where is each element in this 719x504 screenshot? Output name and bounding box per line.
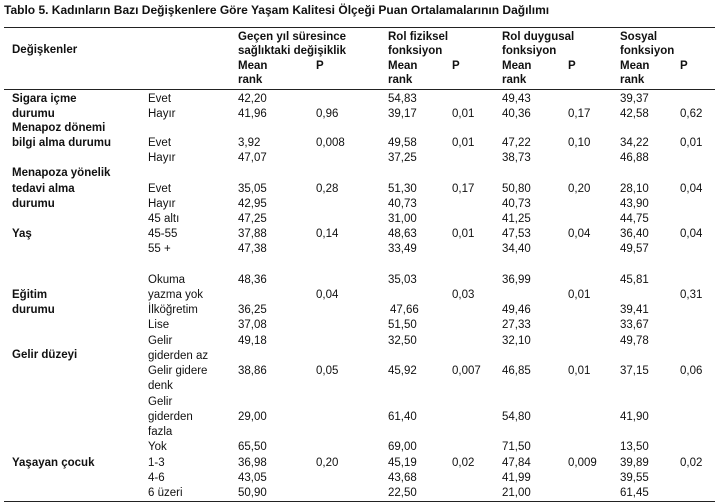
row-mean-3: 54,80 bbox=[502, 411, 531, 423]
row-mean-1: 37,08 bbox=[238, 319, 267, 331]
row-mean-2: 48,63 bbox=[388, 228, 417, 240]
row-mean-1: 50,90 bbox=[238, 487, 267, 499]
row-mean-3: 27,33 bbox=[502, 319, 531, 331]
header-group-2-line1: Rol fiziksel bbox=[388, 31, 449, 43]
header-bottom-rule bbox=[4, 89, 715, 90]
row-mean-1: 38,86 bbox=[238, 365, 267, 377]
row-mean-2: 22,50 bbox=[388, 487, 417, 499]
row-category: Lise bbox=[148, 319, 170, 331]
row-mean-1: 65,50 bbox=[238, 441, 267, 453]
row-mean-2: 45,92 bbox=[388, 365, 417, 377]
row-mean-3: 46,85 bbox=[502, 365, 531, 377]
row-category: denk bbox=[148, 380, 173, 392]
row-mean-2: 40,73 bbox=[388, 198, 417, 210]
row-mean-4: 39,89 bbox=[620, 457, 649, 469]
row-mean-3: 34,40 bbox=[502, 243, 531, 255]
row-mean-2: 54,83 bbox=[388, 93, 417, 105]
row-mean-3: 49,46 bbox=[502, 304, 531, 316]
row-p-2: 0,01 bbox=[452, 108, 475, 120]
row-mean-3: 41,25 bbox=[502, 213, 531, 225]
header-rank-1: rank bbox=[238, 74, 263, 86]
variable-label: durumu bbox=[12, 108, 55, 120]
row-mean-4: 46,88 bbox=[620, 152, 649, 164]
row-category: Yok bbox=[148, 441, 167, 453]
header-mean-4: Mean bbox=[620, 60, 650, 72]
variable-label: durumu bbox=[12, 304, 55, 316]
row-p-1: 0,05 bbox=[316, 365, 339, 377]
row-mean-1: 36,98 bbox=[238, 457, 267, 469]
variable-label: tedavi alma bbox=[12, 183, 75, 195]
row-mean-3: 47,84 bbox=[502, 457, 531, 469]
row-mean-4: 49,78 bbox=[620, 335, 649, 347]
row-mean-3: 36,99 bbox=[502, 274, 531, 286]
row-p-4: 0,04 bbox=[680, 183, 703, 195]
row-mean-3: 47,53 bbox=[502, 228, 531, 240]
row-mean-1: 47,25 bbox=[238, 213, 267, 225]
header-group-1-line1: Geçen yıl süresince bbox=[238, 31, 347, 43]
variable-label: Eğitim bbox=[12, 289, 48, 301]
row-p-3: 0,01 bbox=[568, 365, 591, 377]
header-group-4-line1: Sosyal bbox=[620, 31, 658, 43]
row-p-3: 0,10 bbox=[568, 137, 591, 149]
header-group-3-line1: Rol duygusal bbox=[502, 31, 575, 43]
row-p-4: 0,06 bbox=[680, 365, 703, 377]
row-p-1: 0,04 bbox=[316, 289, 339, 301]
header-rank-2: rank bbox=[388, 74, 413, 86]
row-mean-1: 49,18 bbox=[238, 335, 267, 347]
row-mean-4: 34,22 bbox=[620, 137, 649, 149]
row-mean-1: 41,96 bbox=[238, 108, 267, 120]
row-p-3: 0,17 bbox=[568, 108, 591, 120]
table-bottom-rule bbox=[4, 501, 715, 502]
row-category: 45-55 bbox=[148, 228, 178, 240]
row-p-3: 0,20 bbox=[568, 183, 591, 195]
row-mean-3: 38,73 bbox=[502, 152, 531, 164]
row-mean-2: 32,50 bbox=[388, 335, 417, 347]
variable-label: Sigara içme bbox=[12, 93, 77, 105]
row-mean-1: 42,20 bbox=[238, 93, 267, 105]
row-mean-1: 43,05 bbox=[238, 472, 267, 484]
row-category: Gelir gidere bbox=[148, 365, 208, 377]
header-p-2: P bbox=[452, 60, 460, 72]
header-rank-4: rank bbox=[620, 74, 645, 86]
row-mean-2: 37,25 bbox=[388, 152, 417, 164]
row-category: giderden az bbox=[148, 350, 209, 362]
row-p-2: 0,01 bbox=[452, 228, 475, 240]
row-p-2: 0,03 bbox=[452, 289, 475, 301]
row-mean-2: 43,68 bbox=[388, 472, 417, 484]
header-group-1-line2: sağlıktaki değişiklik bbox=[238, 45, 347, 57]
header-p-3: P bbox=[568, 60, 576, 72]
row-mean-4: 61,45 bbox=[620, 487, 649, 499]
row-category: İlköğretim bbox=[148, 304, 198, 316]
row-category: Hayır bbox=[148, 108, 176, 120]
row-mean-1: 47,07 bbox=[238, 152, 267, 164]
row-p-1: 0,14 bbox=[316, 228, 339, 240]
row-mean-2: 51,30 bbox=[388, 183, 417, 195]
row-mean-3: 41,99 bbox=[502, 472, 531, 484]
row-mean-3: 40,73 bbox=[502, 198, 531, 210]
row-mean-3: 49,43 bbox=[502, 93, 531, 105]
row-mean-4: 45,81 bbox=[620, 274, 649, 286]
row-mean-2: 33,49 bbox=[388, 243, 417, 255]
row-mean-3: 71,50 bbox=[502, 441, 531, 453]
row-mean-2: 69,00 bbox=[388, 441, 417, 453]
variable-label: Gelir düzeyi bbox=[12, 349, 78, 361]
row-mean-3: 50,80 bbox=[502, 183, 531, 195]
row-p-2: 0,01 bbox=[452, 137, 475, 149]
row-p-4: 0,01 bbox=[680, 137, 703, 149]
row-category: Hayır bbox=[148, 152, 176, 164]
row-p-4: 0,31 bbox=[680, 289, 703, 301]
row-mean-1: 48,36 bbox=[238, 274, 267, 286]
variable-label: bilgi alma durumu bbox=[12, 137, 112, 149]
row-p-4: 0,04 bbox=[680, 228, 703, 240]
row-mean-4: 49,57 bbox=[620, 243, 649, 255]
variable-label: durumu bbox=[12, 198, 55, 210]
row-mean-4: 41,90 bbox=[620, 411, 649, 423]
row-p-1: 0,008 bbox=[316, 137, 345, 149]
row-p-1: 0,96 bbox=[316, 108, 339, 120]
row-mean-4: 39,41 bbox=[620, 304, 649, 316]
row-category: 4-6 bbox=[148, 472, 165, 484]
table-title: Tablo 5. Kadınların Bazı Değişkenlere Göre Yaşam Kalitesi Ölçeği Puan Ortalamalarının Dağılımı bbox=[4, 3, 550, 17]
table-top-rule bbox=[4, 27, 715, 28]
row-p-1: 0,20 bbox=[316, 457, 339, 469]
header-mean-3: Mean bbox=[502, 60, 532, 72]
row-mean-2: 35,03 bbox=[388, 274, 417, 286]
row-mean-2: 51,50 bbox=[388, 319, 417, 331]
row-mean-1: 36,25 bbox=[238, 304, 267, 316]
row-mean-4: 39,55 bbox=[620, 472, 649, 484]
row-p-3: 0,04 bbox=[568, 228, 591, 240]
row-category: Gelir bbox=[148, 335, 173, 347]
row-mean-4: 43,90 bbox=[620, 198, 649, 210]
row-category: 1-3 bbox=[148, 457, 165, 469]
row-mean-3: 47,22 bbox=[502, 137, 531, 149]
header-p-1: P bbox=[316, 60, 324, 72]
variable-label: Yaşayan çocuk bbox=[12, 457, 95, 469]
row-p-2: 0,17 bbox=[452, 183, 475, 195]
row-category: 6 üzeri bbox=[148, 487, 183, 499]
header-rank-3: rank bbox=[502, 74, 527, 86]
row-mean-1: 47,38 bbox=[238, 243, 267, 255]
row-mean-4: 36,40 bbox=[620, 228, 649, 240]
row-category: Evet bbox=[148, 137, 172, 149]
header-group-3-line2: fonksiyon bbox=[502, 45, 557, 57]
row-p-3: 0,009 bbox=[568, 457, 597, 469]
row-p-4: 0,02 bbox=[680, 457, 703, 469]
row-mean-3: 21,00 bbox=[502, 487, 531, 499]
row-p-1: 0,28 bbox=[316, 183, 339, 195]
row-mean-4: 13,50 bbox=[620, 441, 649, 453]
row-category: yazma yok bbox=[148, 289, 203, 301]
row-mean-1: 29,00 bbox=[238, 411, 267, 423]
row-category: Gelir bbox=[148, 396, 173, 408]
header-variables: Değişkenler bbox=[12, 44, 78, 56]
header-group-2-line2: fonksiyon bbox=[388, 45, 443, 57]
row-mean-2: 39,17 bbox=[388, 108, 417, 120]
variable-label: Yaş bbox=[12, 228, 32, 240]
header-mean-2: Mean bbox=[388, 60, 418, 72]
variable-label: Menapoz dönemi bbox=[12, 122, 106, 134]
row-p-2: 0,02 bbox=[452, 457, 475, 469]
row-mean-2: 49,58 bbox=[388, 137, 417, 149]
row-mean-4: 39,37 bbox=[620, 93, 649, 105]
row-mean-3: 32,10 bbox=[502, 335, 531, 347]
row-mean-1: 3,92 bbox=[238, 137, 261, 149]
row-p-2: 0,007 bbox=[452, 365, 481, 377]
row-mean-1: 35,05 bbox=[238, 183, 267, 195]
row-p-3: 0,01 bbox=[568, 289, 591, 301]
row-mean-4: 37,15 bbox=[620, 365, 649, 377]
header-group-4-line2: fonksiyon bbox=[620, 45, 675, 57]
row-category: fazla bbox=[148, 426, 173, 438]
header-mean-1: Mean bbox=[238, 60, 268, 72]
row-mean-4: 33,67 bbox=[620, 319, 649, 331]
row-category: Evet bbox=[148, 183, 172, 195]
row-mean-2: 45,19 bbox=[388, 457, 417, 469]
row-mean-2: 31,00 bbox=[388, 213, 417, 225]
row-category: Hayır bbox=[148, 198, 176, 210]
row-category: 55 + bbox=[148, 243, 171, 255]
row-category: 45 altı bbox=[148, 213, 180, 225]
variable-label: Menapoza yönelik bbox=[12, 167, 111, 179]
row-category: Evet bbox=[148, 93, 172, 105]
row-mean-4: 28,10 bbox=[620, 183, 649, 195]
row-p-4: 0,62 bbox=[680, 108, 703, 120]
row-mean-4: 44,75 bbox=[620, 213, 649, 225]
row-mean-2: 47,66 bbox=[390, 304, 419, 316]
row-mean-2: 61,40 bbox=[388, 411, 417, 423]
row-mean-1: 42,95 bbox=[238, 198, 267, 210]
header-p-4: P bbox=[680, 60, 688, 72]
row-mean-4: 42,58 bbox=[620, 108, 649, 120]
row-category: Okuma bbox=[148, 274, 186, 286]
row-mean-3: 40,36 bbox=[502, 108, 531, 120]
row-category: giderden bbox=[148, 411, 193, 423]
row-mean-1: 37,88 bbox=[238, 228, 267, 240]
